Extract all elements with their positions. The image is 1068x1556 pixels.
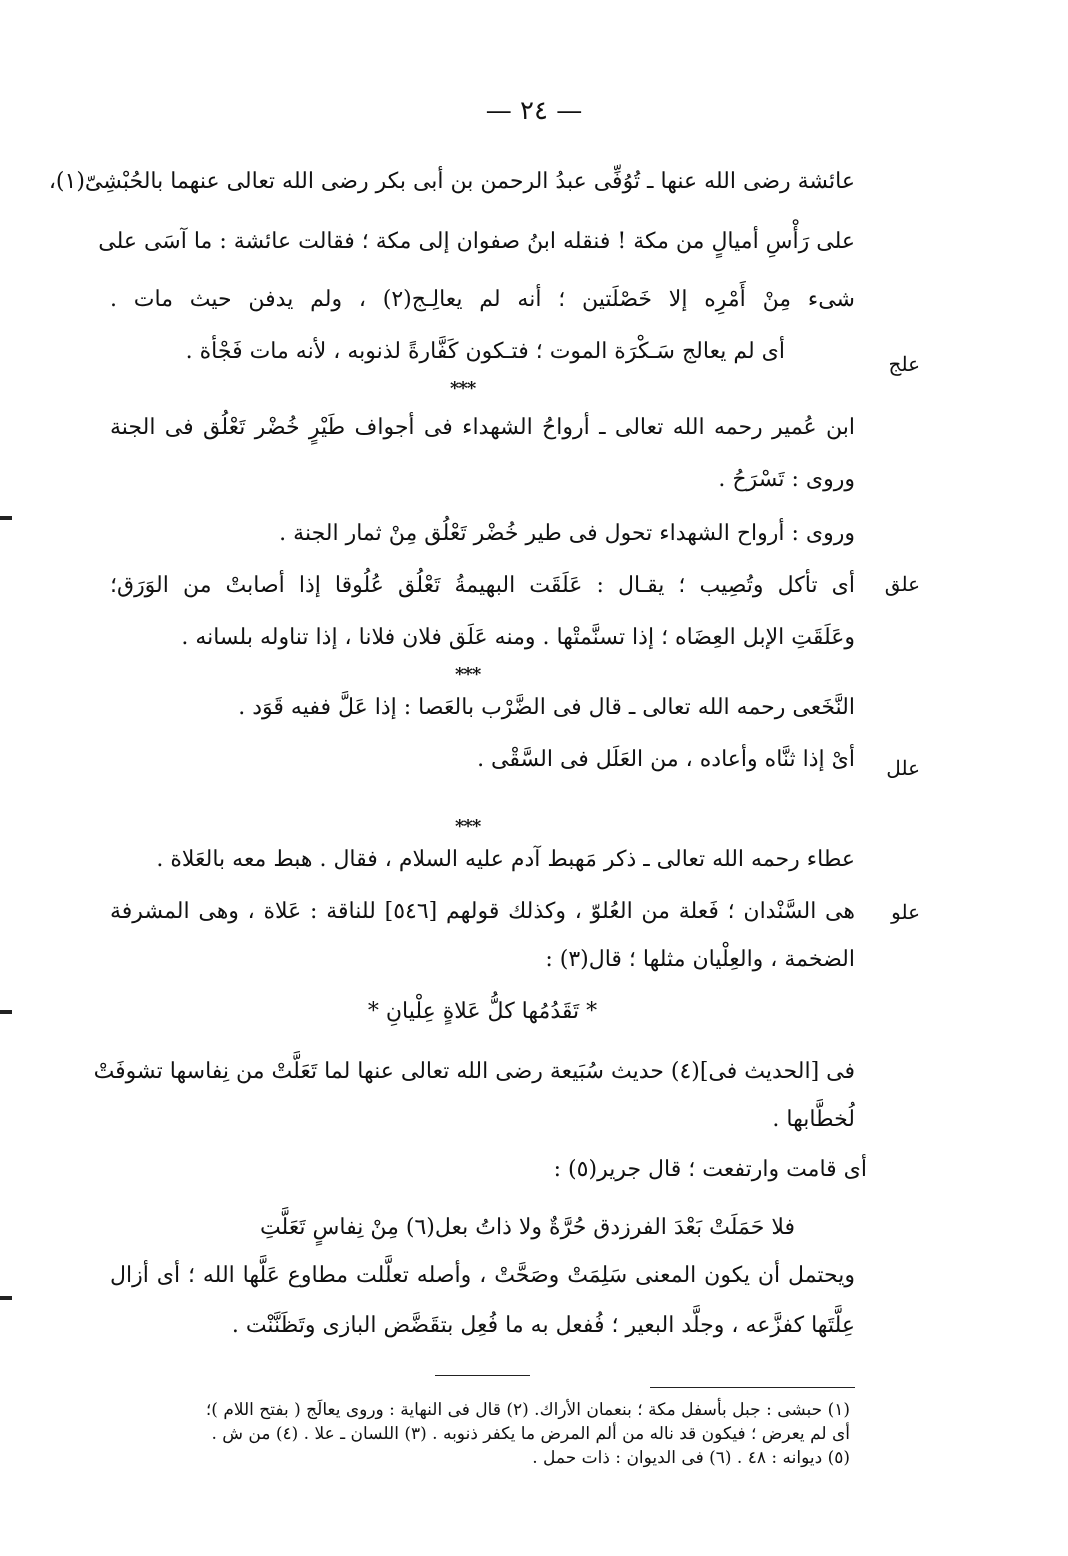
margin-root-word: علق [884,572,920,596]
text-line: ويحتمل أن يكون المعنى سَلِمَتْ وصَحَّتْ ، وأصله تعلَّلت مطاوع عَلَّها الله ؛ أى أزال [110,1263,855,1288]
text-line: وروى : تَسْرَحُ . [718,467,855,492]
text-line: هى السَّنْدان ؛ فَعلة من العُلوّ ، وكذلك قولهم [٥٤٦] للناقة : عَلاة ، وهى المشرفة [110,899,855,924]
scan-edge-mark [0,1010,12,1014]
text-line: فى [الحديث فى](٤) حديث سُبَيعة رضى الله تعالى عنها لما تَعَلَّتْ من نِفاسها تشوفَتْ [93,1059,855,1084]
section-separator: *** [455,816,481,837]
scan-edge-mark [0,1296,12,1300]
scan-edge-mark [0,516,12,520]
text-line: أى لم يعالج سَـكْرَة الموت ؛ فتـكون كَفَّارةً لذنوبه ، لأنه مات فَجْأة . [185,339,785,364]
margin-root-word: علج [888,352,920,376]
footnote-line: (١) حبشى : جبل بأسفل مكة ؛ بنعمان الأراك. (٢) قال فى النهاية : وروى يعالَج ( بفتح اللام )؛ [205,1400,850,1420]
text-line: عِلَّتَها كفزَّعه ، وجلَّد البعير ؛ فُفعل به ما فُعِل بتقَضَّض البازى وتَظَنَّنْت . [231,1313,855,1338]
text-line: النَّخَعى رحمه الله تعالى ـ قال فى الضَّرْب بالعَصا : إذا عَلَّ ففيه قَوَد . [238,695,855,720]
text-line: شىء مِنْ أَمْرِه إلا خَصْلَتين ؛ أنه لم يعالِـج(٢) ، ولم يدفن حيث مات . [110,287,855,312]
text-line: الضخمة ، والعِلْيان مثلها ؛ قال(٣) : [545,947,855,972]
text-line: أى تأكل وتُصِيب ؛ يقـال : عَلَقَت البهيمةُ تَعْلُق عُلُوقا إذا أصابتْ من الوَرَق؛ [110,573,855,598]
verse-line: * تَقَدُمُها كلُّ عَلاةٍ عِلْيانِ * [367,999,598,1024]
end-rule [435,1375,530,1376]
footnote-line: (٥) ديوانه : ٤٨ . (٦) فى الديوان : ذات حمل . [532,1448,850,1468]
text-line: وروى : أرواح الشهداء تحول فى طير خُضْر تَعْلُق مِنْ ثمار الجنة . [279,521,855,546]
text-line: أى قامت وارتفعت ؛ قال جرير(٥) : [553,1157,867,1182]
margin-root-word: علل [886,756,920,780]
text-line: على رَأْسِ أميالٍ من مكة ! فنقله ابنُ صفوان إلى مكة ؛ فقالت عائشة : ما آسَى على [98,229,855,254]
margin-root-word: علو [891,900,920,924]
text-line: لُخطَّابها . [772,1107,855,1132]
footnote-rule [650,1387,855,1388]
section-separator: *** [450,378,476,399]
page-number: — ٢٤ — [485,96,583,126]
text-line: ابن عُمير رحمه الله تعالى ـ أرواحُ الشهداء فى أجواف طَيْرٍ خُضْر تَعْلُق فى الجنة [110,415,855,440]
section-separator: *** [455,664,481,685]
text-line: عطاء رحمه الله تعالى ـ ذكر مَهبط آدم عليه السلام ، فقال . هبط معه بالعَلاة . [156,847,855,872]
text-line: أىْ إذا ثنَّاه وأعاده ، من العَلَل فى السَّقْى . [477,747,855,772]
poetry-verse: فلا حَمَلَتْ بَعْدَ الفرزدق حُرَّةٌ ولا ذاتُ بعل(٦) مِنْ نِفاسٍ تَعَلَّتِ [259,1215,795,1240]
text-line: وعَلَقَتِ الإبل العِضَاه ؛ إذا تسنَّمتْها . ومنه عَلَق فلان فلانا ، إذا تناوله بلسانه . [181,625,855,650]
footnote-line: أى لم يعرض ؛ فيكون قد ناله من ألم المرض ما يكفر ذنوبه . (٣) اللسان ـ علا . (٤) من ش . [211,1424,850,1444]
text-line: عائشة رضى الله عنها ـ تُوُفِّى عبدُ الرحمن بن أبى بكر رضى الله تعالى عنهما بالحُبْشِىّ(١)، [48,169,855,194]
